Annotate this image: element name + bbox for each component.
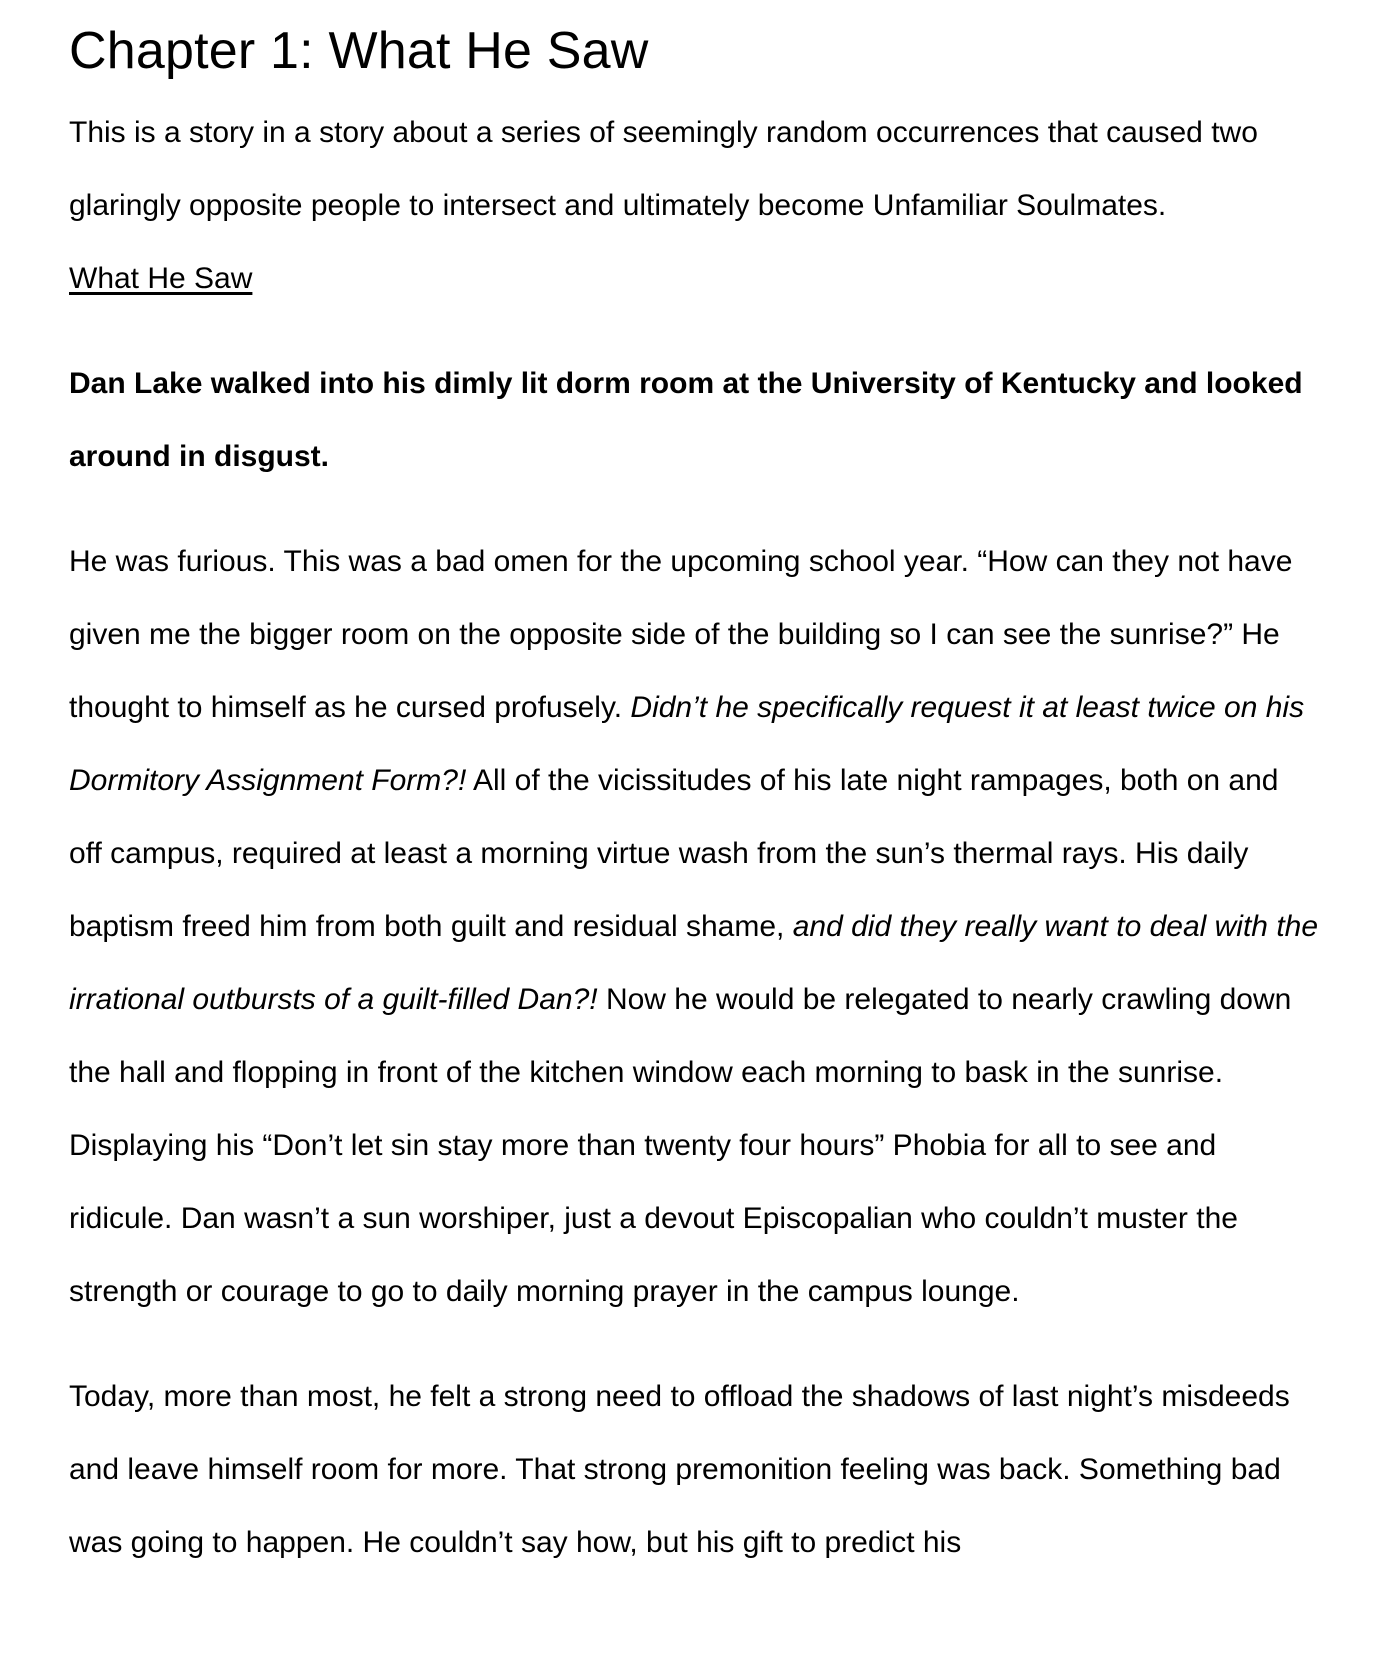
body-paragraph-1 [69,525,1319,1328]
body-paragraph-2: Today, more than most, he felt a strong need to offload the shadows of last night’s misdeeds and leave himself room for more. That strong premonition feeling was back. Something bad was going to happen. He couldn’t say how, but his gift to predict his [69,1380,1290,1559]
intro-paragraph: This is a story in a story about a series of seemingly random occurrences that caused two glaringly opposite people to intersect and ultimately become Unfamiliar Soulmates. [69,116,1258,222]
section-heading: What He Saw [69,262,253,295]
opening-line: Dan Lake walked into his dimly lit dorm room at the University of Kentucky and looked around in disgust. [69,367,1303,473]
paragraph-1-text-a: He was furious. This was a bad omen for the upcoming school year. “How can they not have given me the bigger room on the opposite side of the building so I can see the sunrise?” He thought to himself as he cursed profusely. [69,545,1293,724]
paragraph-1-text-b: All of the vicissitudes of his late night rampages, both on and off campus, required at least a morning virtue wash from the sun’s thermal rays. His daily baptism freed him from both guilt and residual shame, [69,764,1279,943]
paragraph-1-italic-a: Didn’t he specifically request it at least twice on his Dormitory Assignment Form?! [69,691,1305,797]
chapter-title: Chapter 1: What He Saw [69,22,649,80]
paragraph-1-italic-b: and did they really want to deal with the irrational outbursts of a guilt-filled Dan?! [69,910,1319,1016]
document-page [69,0,1319,1579]
paragraph-1-text-c: Now he would be relegated to nearly crawling down the hall and flopping in front of the kitchen window each morning to bask in the sunrise. Displaying his “Don’t let sin stay more than twenty four hours” Phobia for all to see and ridicule. Dan wasn’t a sun worshiper, just a devout Episcopalian who couldn’t muster the strength or courage to go to daily morning prayer in the campus lounge. [69,983,1292,1308]
